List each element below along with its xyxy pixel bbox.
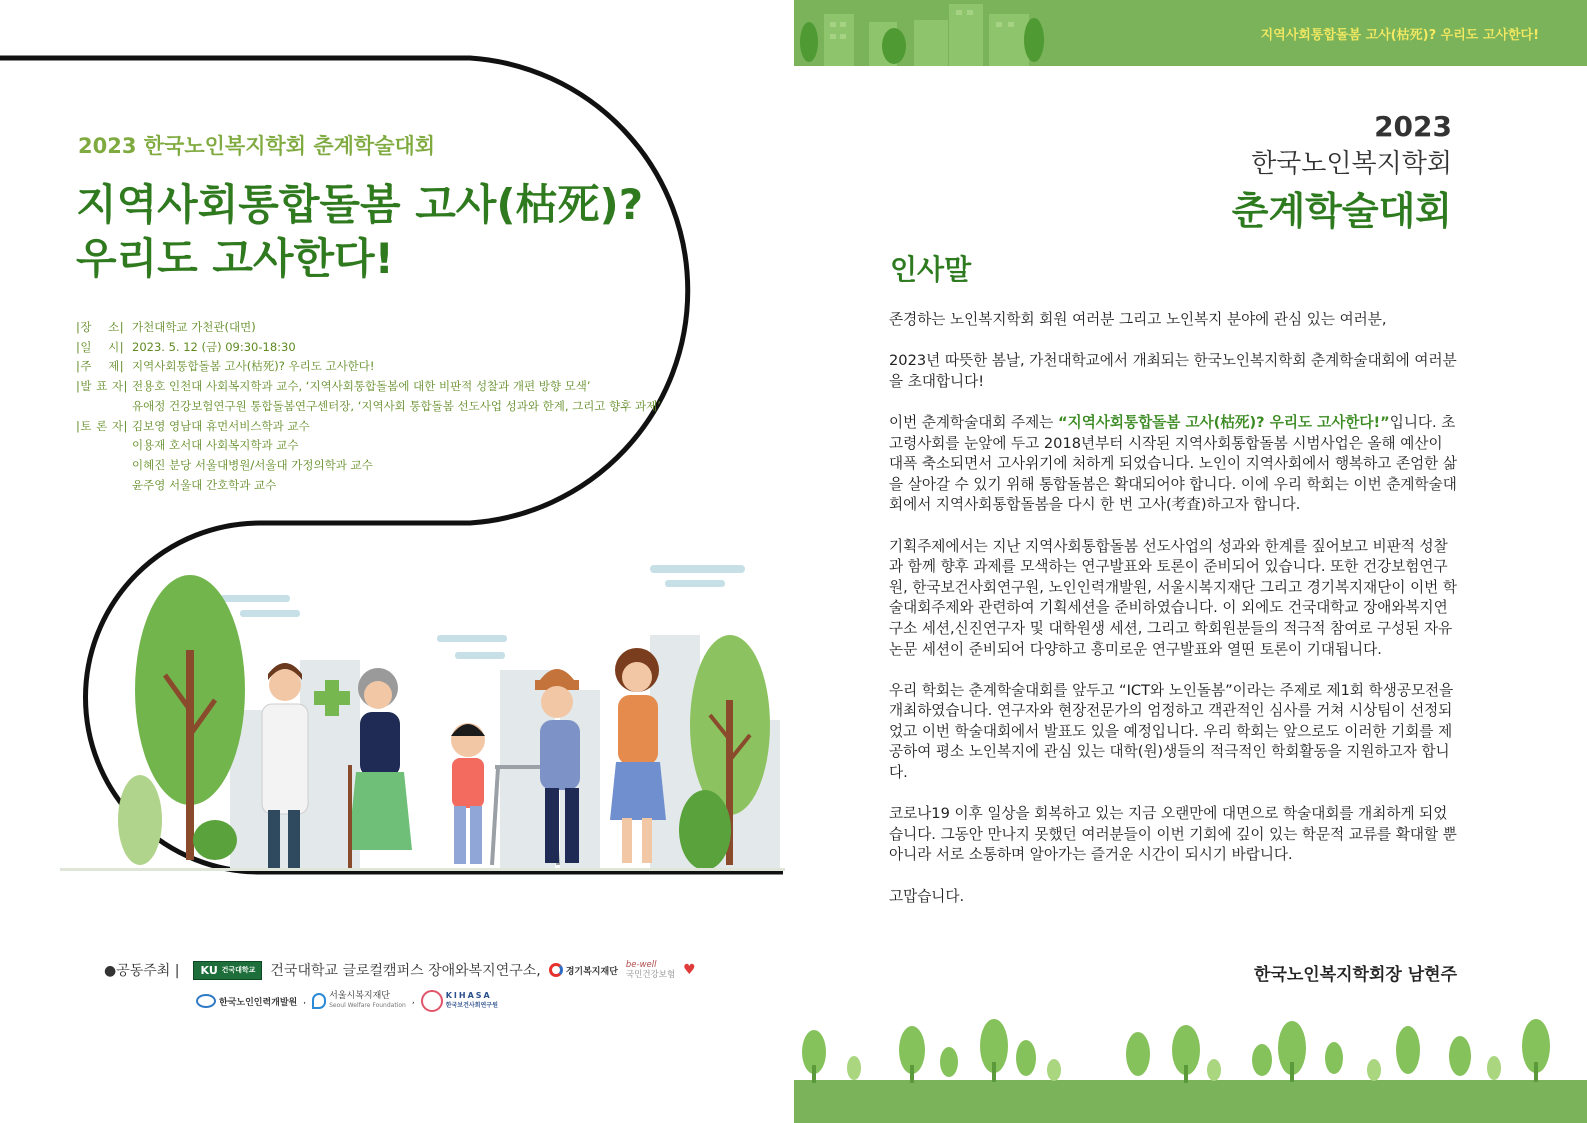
kordi-logo-text: 한국노인인력개발원: [219, 997, 298, 1008]
event-details: [76, 318, 661, 495]
title-line-2: 우리도 고사한다!: [76, 234, 394, 283]
seoul-welfare-logo-en: Seoul Welfare Foundation: [329, 1002, 406, 1009]
detail-row: [76, 357, 661, 377]
detail-row: [76, 476, 661, 496]
kordi-logo: [196, 994, 297, 1008]
detail-row: [76, 377, 661, 397]
konkuk-logo: [193, 961, 262, 980]
header-band: [794, 0, 1587, 66]
theme-highlight: “지역사회통합돌봄 고사(枯死)? 우리도 고사한다!”: [1058, 413, 1390, 431]
detail-label: [76, 456, 132, 476]
detail-row: [76, 456, 661, 476]
detail-value: 윤주영 서울대 간호학과 교수: [132, 477, 277, 492]
conference-subtitle: 2023 한국노인복지학회 춘계학술대회: [78, 134, 436, 158]
gyeonggi-logo-icon: [549, 963, 563, 977]
detail-value: 이혜진 분당 서울대병원/서울대 가정의학과 교수: [132, 457, 373, 472]
detail-value: 유애정 건강보험연구원 통합돌봄연구센터장, ‘지역사회 통합돌봄 선도사업 성과와 한계, 그리고 향후 과제’: [132, 398, 661, 413]
konkuk-logo-sub: 건국대학교: [221, 966, 256, 974]
detail-value: 2023. 5. 12 (금) 09:30-18:30: [132, 339, 296, 354]
cohost-text: 건국대학교 글로컬캠퍼스 장애와복지연구소,: [270, 963, 541, 979]
seoul-welfare-logo-text: 서울시복지재단: [329, 991, 390, 1001]
seoul-welfare-logo-text-group: [329, 991, 406, 1011]
header-theme-text: 지역사회통합돌봄 고사(枯死)? 우리도 고사한다!: [1260, 28, 1539, 43]
kordi-logo-icon: [196, 994, 216, 1008]
event-year: 2023: [1374, 110, 1452, 143]
kihasa-logo-text-group: [446, 991, 498, 1011]
letter-paragraph: 코로나19 이후 일상을 회복하고 있는 지금 오랜만에 대면으로 학술대회를 개최하게 되었습니다. 그동안 만나지 못했던 여러분들이 이번 기회에 깊이 있는 학문적 교류를 확대할 뿐 아니라 서로 소통하며 알아가는 즐거운 시간이 되시기 바랍니다.: [889, 805, 1457, 864]
theme-rest: 입니다. 초고령사회를 눈앞에 두고 2018년부터 시작된 지역사회통합돌봄 시범사업은 올해 예산이 대폭 축소되면서 고사위기에 처하게 되었습니다. 노인이 지역사회에서 행복하고 존엄한 삶을 살아갈 수 있기 위해 통합돌봄은 확대되어야 합니다. 이에 우리 학회는 이번 춘계학술대회에서 지역사회통합돌봄을 다시 한 번 고사(考査)하고자 합니다.: [889, 413, 1458, 514]
kihasa-logo-icon: [421, 990, 443, 1012]
detail-label: |발 표 자|: [76, 379, 128, 394]
letter-paragraph: 2023년 따뜻한 봄날, 가천대학교에서 개최되는 한국노인복지학회 춘계학술대회에 여러분을 초대합니다!: [889, 352, 1457, 390]
city-trees-decoration: [794, 0, 1074, 66]
detail-value: 지역사회통합돌봄 고사(枯死)? 우리도 고사한다!: [132, 359, 375, 374]
title-line-1: 지역사회통합돌봄 고사(枯死)?: [76, 180, 644, 229]
heart-icon: ♥: [683, 962, 696, 978]
greeting-heading: 인사말: [890, 253, 972, 286]
nhis-logo-top: be-well: [625, 960, 657, 970]
detail-value: 이용재 호서대 사회복지학과 교수: [132, 438, 299, 453]
detail-label: |장 소|: [76, 320, 125, 334]
letter-paragraph: 존경하는 노인복지학회 회원 여러분 그리고 노인복지 분야에 관심 있는 여러분,: [889, 311, 1387, 328]
detail-row: [76, 397, 661, 417]
detail-row: [76, 338, 661, 358]
letter-paragraph-theme: [889, 413, 1459, 516]
greeting-letter: [889, 310, 1459, 928]
kihasa-logo-sub: 한국보건사회연구원: [445, 1002, 498, 1009]
detail-row: [76, 436, 661, 456]
detail-value: 김보영 영남대 휴먼서비스학과 교수: [132, 418, 310, 433]
kihasa-logo-text: KIHASA: [445, 991, 492, 1000]
cohost-label: ●공동주최 |: [104, 963, 180, 979]
detail-label: [76, 476, 132, 496]
organization-name: 한국노인복지학회: [1251, 149, 1452, 179]
gyeonggi-logo-text: 경기복지재단: [565, 966, 618, 977]
detail-label: [76, 436, 132, 456]
gyeonggi-welfare-logo: [549, 963, 618, 977]
separator-comma: ,: [411, 996, 415, 1006]
event-name: 춘계학술대회: [1231, 189, 1452, 233]
detail-label: |토 론 자|: [76, 418, 128, 433]
forest-footer-decoration: [794, 1010, 1587, 1123]
theme-intro: 이번 춘계학술대회 주제는: [889, 413, 1058, 431]
detail-value: 가천대학교 가천관(대면): [132, 320, 256, 334]
kihasa-logo: [421, 990, 498, 1012]
conference-title: [76, 178, 643, 286]
community-care-illustration: [0, 540, 793, 880]
cohost-logos-row: [196, 990, 498, 1012]
detail-label: [76, 397, 132, 417]
separator-comma: ,: [303, 996, 307, 1006]
seoul-welfare-logo: [312, 991, 406, 1011]
nhis-logo-text: 국민건강보험: [625, 970, 676, 980]
cohost-line: [104, 960, 696, 980]
seoul-welfare-logo-icon: [312, 993, 326, 1009]
signature: 한국노인복지학회장 남현주: [1254, 965, 1457, 985]
detail-row: [76, 318, 661, 338]
konkuk-logo-mark: KU: [200, 963, 218, 977]
letter-paragraph: 우리 학회는 춘계학술대회를 앞두고 “ICT와 노인돌봄”이라는 주제로 제1회 학생공모전을 개최하였습니다. 연구자와 현장전문가의 엄정하고 객관적인 심사를 거쳐 시상팀이 선정되었고 이번 학술대회에서 발표도 있을 예정입니다. 우리 학회는 앞으로도 이러한 기회를 제공하여 평소 노인복지에 관심 있는 대학(원)생들의 적극적인 학회활동을 지원하고자 합니다.: [889, 681, 1454, 782]
detail-label: |일 시|: [76, 339, 125, 354]
left-page: [0, 0, 793, 1123]
letter-closing: 고맙습니다.: [889, 887, 965, 905]
letter-paragraph: 기획주제에서는 지난 지역사회통합돌봄 선도사업의 성과와 한계를 짚어보고 비판적 성찰과 함께 향후 과제를 모색하는 연구발표와 토론이 준비되어 있습니다. 또한 건강보험연구원, 한국보건사회연구원, 노인인력개발원, 서울시복지재단 그리고 경기복지재단이 이번 학술대회주제와 관련하여 기획세션을 준비하였습니다. 이 외에도 건국대학교 장애와복지연구소 세션,신진연구자 및 대학원생 세션, 그리고 학회원분들의 적극적 참여로 구성된 자유논문 세션이 준비되어 다양하고 흥미로운 연구발표와 열띤 토론이 기대됩니다.: [889, 537, 1458, 658]
nhis-logo: [626, 960, 675, 980]
detail-row: [76, 417, 661, 437]
right-page: [794, 0, 1587, 1123]
detail-label: |주 제|: [76, 359, 125, 374]
detail-value: 전용호 인천대 사회복지학과 교수, ‘지역사회통합돌봄에 대한 비판적 성찰과 개편 방향 모색’: [132, 379, 591, 394]
